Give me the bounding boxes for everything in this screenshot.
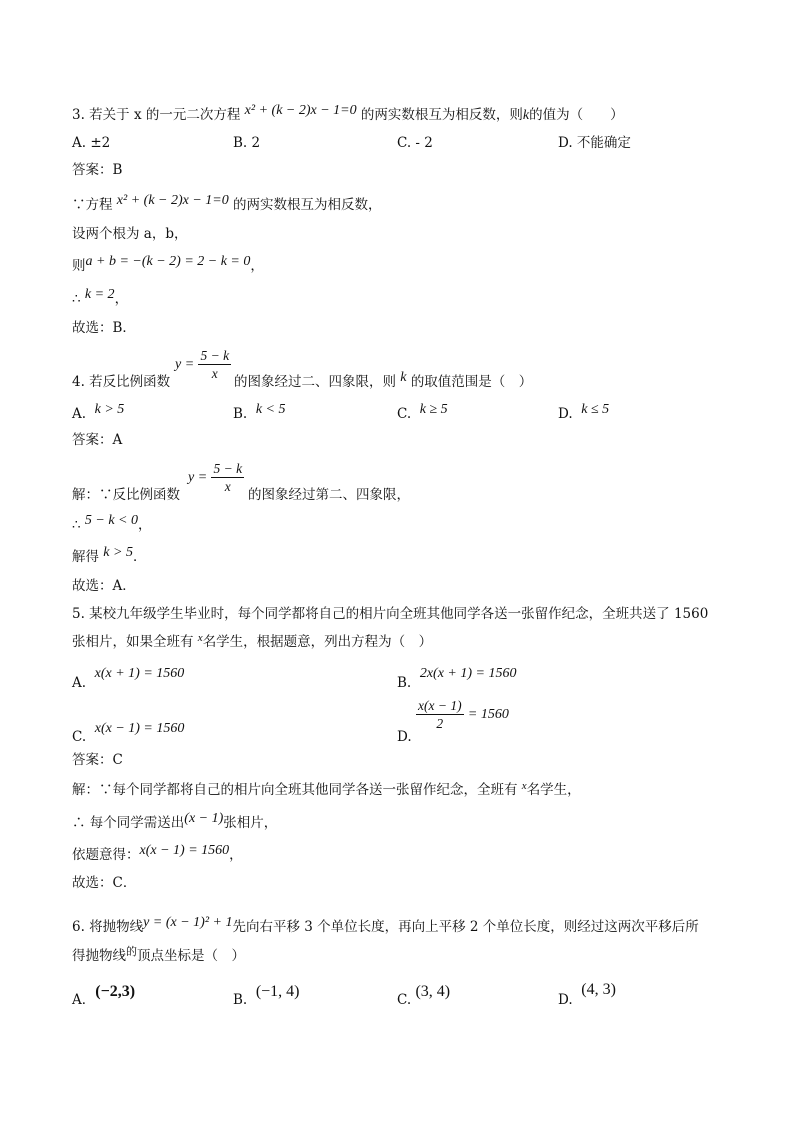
option-letter: C. [72,729,87,745]
option-letter: C. [397,406,412,422]
q3-stem [72,105,624,126]
q3-sol3-text: 则 [72,258,86,274]
q6-stem-text-4: 顶点坐标是（ ） [137,948,245,964]
option-math: (3, 4) [415,983,451,1000]
q4-sol1-function-lhs: y = [188,470,208,485]
q6-stem-line-2 [72,946,245,967]
q3-option-b: B. 2 [233,135,261,151]
q5-option-d: D. [397,729,412,745]
q4-sol1-function-denominator: x [224,479,231,494]
q4-sol3-equation: k > 5 [103,545,133,560]
q4-sol1-b: 的图象经过第二、四象限， [248,487,410,503]
q5-solution-1 [72,780,581,801]
option-math: (4, 3) [581,981,616,998]
option-math: k > 5 [94,402,125,417]
option-math: x(x + 1) = 1560 [94,666,185,681]
q6-stem-text: 6. 将抛物线 [72,919,144,935]
q6-stem-text-3: 得抛物线 [72,948,126,964]
option-math: 2x(x + 1) = 1560 [419,666,517,681]
q4-solution-4: 故选：A． [72,578,136,594]
q3-option-a: A. ±2 [72,135,111,151]
option-letter: D. [558,992,573,1008]
option-letter: B. [233,992,248,1008]
q4-function-numerator: 5 − k [200,348,230,363]
q3-sol1-equation: x² + (k − 2)x − 1=0 [116,193,229,208]
q5-option-d-fraction [416,697,464,732]
q4-option-a [72,404,124,425]
q4-function [175,347,231,382]
q5-stem-text-2: 名学生，根据题意，列出方程为（ ） [202,634,433,650]
q4-sol1-function-fraction [211,460,244,495]
q4-solution-2 [72,515,152,536]
q5-sol1-text-2: 名学生， [526,782,581,798]
q4-sol1-function-numerator: 5 − k [213,461,243,476]
q3-k: k [522,108,530,123]
option-math: (−2,3) [95,983,136,1000]
q5-sol2-text: ∴ 每个同学需送出 [72,815,185,831]
q4-option-c [397,404,448,425]
option-math: (−1, 4) [255,983,300,1000]
q5-stem-line-1: 5. 某校九年级学生毕业时，每个同学都将自己的相片向全班其他同学各送一张留作纪念，全班共送了 1560 [72,606,709,622]
q6-stem-text-2: 先向右平移 3 个单位长度，再向上平移 2 个单位长度，则经过这两次平移后所 [232,919,699,935]
q6-option-d [558,981,616,1010]
q4-sol3-text: 解得 [72,549,99,565]
q5-solution-4: 故选：C． [72,875,137,891]
q4-sol2-text-2: ， [138,517,152,533]
q4-sol3-text-2: ． [132,549,147,565]
q5-sol2-text-2: 张相片， [223,815,278,831]
q6-stem-line-1 [72,917,699,938]
q5-answer: 答案：C [72,752,123,768]
q4-option-b [233,404,285,425]
option-math: k ≥ 5 [419,402,448,417]
option-letter: C. [397,992,412,1008]
q4-sol1-a: 解：∵反比例函数 [72,487,180,503]
q3-equation: x² + (k − 2)x − 1=0 [244,103,357,118]
q3-stem-text-2: 的两实数根互为相反数，则 [360,107,523,123]
q4-sol1-function [188,460,244,495]
q5-sol3-text-2: ， [229,847,243,863]
q6-stem-de: 的 [126,945,137,958]
q5-option-d-denominator: 2 [436,716,444,731]
q3-solution-4 [72,289,128,310]
q5-option-b [397,666,517,694]
q5-option-d-numerator: x(x − 1) [418,698,462,713]
option-letter: A. [72,406,87,422]
q5-stem-text: 张相片，如果全班有 [72,634,194,650]
q4-stem-b [234,372,532,393]
option-math: k ≤ 5 [581,402,610,417]
q4-stem-text-2: 的取值范围是（ ） [410,374,533,390]
q3-stem-text: 3. 若关于 x 的一元二次方程 [72,107,241,123]
q3-solution-1 [72,195,382,216]
q5-solution-2 [72,813,277,834]
q4-function-denominator: x [211,366,218,381]
q6-option-c [397,983,451,1010]
q5-x: x [197,632,203,644]
q5-sol3-text: 依题意得： [72,847,140,863]
q4-sol2-text: ∴ [72,517,81,533]
q3-solution-5: 故选：B． [72,320,136,336]
q4-solution-3 [72,547,146,568]
q5-sol1-x: x [521,780,527,792]
q5-sol3-equation: x(x − 1) = 1560 [139,843,230,858]
option-letter: B. [233,406,248,422]
q3-sol3-text-2: ， [250,258,264,274]
q3-sol4-equation: k = 2 [84,287,115,302]
option-letter: A． [72,992,96,1008]
q3-solution-2: 设两个根为 a，b， [72,226,188,242]
q4-function-lhs: y = [175,357,195,372]
q4-stem-text: 的图象经过二、四象限，则 [234,374,396,390]
q3-sol4-text: ∴ [72,291,81,307]
q3-option-d: D. 不能确定 [558,135,631,151]
option-letter: D. [558,406,573,422]
q5-option-c [72,721,185,748]
option-letter: A. [72,675,87,691]
q4-function-fraction [198,347,231,382]
q4-k: k [400,370,407,385]
q5-option-d-rhs: = 1560 [467,707,509,722]
q3-stem-text-3: 的值为（ ） [529,107,624,123]
q3-sol1-text-2: 的两实数根互为相反数， [233,197,382,213]
q3-option-c: C. - 2 [397,135,433,151]
q4-option-d [558,404,609,425]
q3-sol1-text: ∵方程 [72,197,113,213]
q5-sol1-text: 解：∵每个同学都将自己的相片向全班其他同学各送一张留作纪念，全班有 [72,782,518,798]
q4-answer: 答案：A [72,432,123,448]
q6-function: y = (x − 1)² + 1 [143,915,233,930]
q6-option-b [233,983,300,1010]
q6-option-a [72,983,136,1010]
q5-option-a [72,666,185,694]
q5-stem-line-2 [72,632,432,653]
q4-sol2-equation: 5 − k < 0 [84,513,138,528]
q5-solution-3 [72,845,243,866]
option-math: k < 5 [255,402,286,417]
q3-sol4-text-2: ， [114,291,129,307]
q3-answer: 答案：B [72,162,123,178]
option-math: x(x − 1) = 1560 [94,721,185,736]
q5-option-d-math [416,697,509,732]
q3-sol3-equation: a + b = −(k − 2) = 2 − k = 0 [85,254,251,269]
option-letter: B. [397,675,412,691]
q3-solution-3 [72,256,264,277]
q5-sol2-equation: (x − 1) [184,811,224,826]
q4-stem-a: 4. 若反比例函数 [72,374,171,390]
